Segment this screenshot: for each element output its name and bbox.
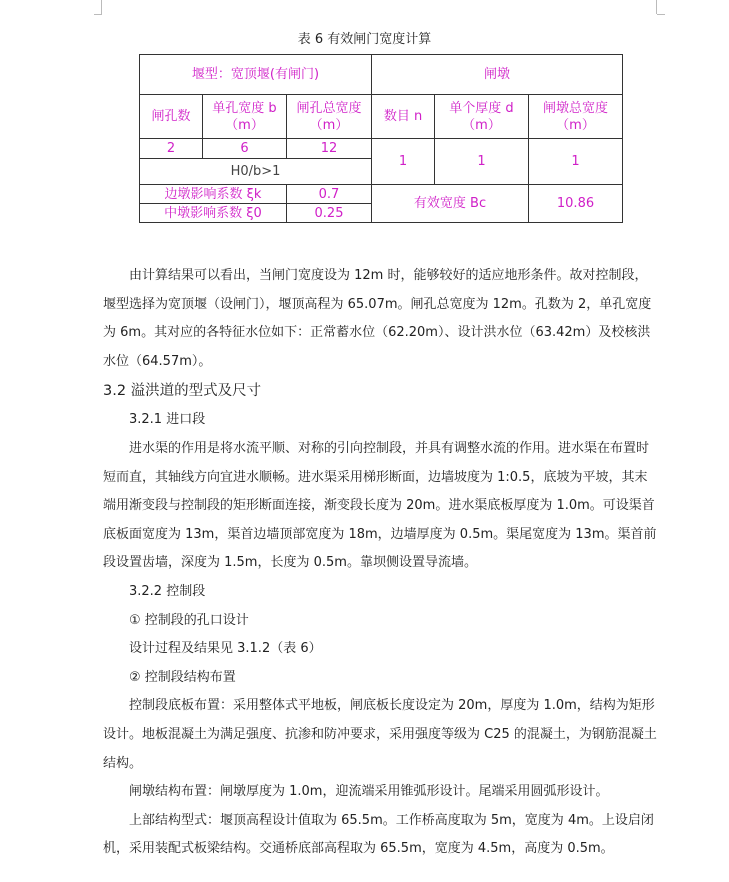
list-item-orifice-design: ① 控制段的孔口设计 bbox=[129, 612, 249, 628]
subsection-heading-3-2-2: 3.2.2 控制段 bbox=[129, 583, 206, 599]
header-count-n: 数目 n bbox=[372, 95, 435, 139]
section-heading-3-2: 3.2 溢洪道的型式及尺寸 bbox=[103, 383, 262, 400]
header-single-thickness: 单个厚度 d（m） bbox=[435, 95, 529, 139]
cell-gate-count: 2 bbox=[140, 139, 203, 159]
mid-pier-coef-label: 中墩影响系数 ξ0 bbox=[140, 204, 287, 223]
subsection-heading-3-2-1: 3.2.1 进口段 bbox=[129, 412, 206, 428]
page-corner-mark-right bbox=[656, 0, 657, 14]
header-total-width: 闸孔总宽度（m） bbox=[287, 95, 372, 139]
paragraph-result: 由计算结果可以看出，当闸门宽度设为 12m 时，能够较好的适应地形条件。故对控制段，堰型选择为宽顶堰（设闸门），堰顶高程为 65.07m。闸孔总宽度为 12m。孔数为 2，单孔宽度为 6m。其对应的各特征水位如下：正常蓄水位（62.20m）、设计洪水位（63.42m）及校核洪水位（64.57m）。 bbox=[103, 268, 652, 369]
header-pier-total-width: 闸墩总宽度（m） bbox=[529, 95, 623, 139]
cell-condition: H0/b>1 bbox=[140, 159, 372, 185]
paragraph-inlet: 进水渠的作用是将水流平顺、对称的引向控制段，并具有调整水流的作用。进水渠在布置时短而直，其轴线方向宜进水顺畅。进水渠采用梯形断面，边墙坡度为 1:0.5，底坡为平坡，其末端用渐变段与控制段的矩形断面连接，渐变段长度为 20m。进水渠底板厚度为 1.0m。可设渠首底板面宽度为 13m，渠首边墙顶部宽度为 18m，边墙厚度为 0.5m。渠尾宽度为 13m。渠首前段设置齿墙，深度为 1.5m，长度为 0.5m。靠坝侧设置导流墙。 bbox=[103, 440, 657, 571]
paragraph-superstructure: 上部结构型式：堰顶高程设计值取为 65.5m。工作桥高度取为 5m，宽度为 4m。上设启闭机，采用装配式板梁结构。交通桥底部高程取为 65.5m，宽度为 4.5m，高度为 0.5m。 bbox=[103, 812, 654, 857]
cell-count-n: 1 bbox=[372, 139, 435, 185]
edge-pier-coef-label: 边墩影响系数 ξk bbox=[140, 185, 287, 204]
effective-width-value: 10.86 bbox=[529, 185, 623, 223]
weir-type-header: 堰型：宽顶堰(有闸门) bbox=[140, 55, 372, 95]
document-body bbox=[103, 262, 658, 864]
cell-pier-total: 1 bbox=[529, 139, 623, 185]
page-corner-mark-right-h bbox=[657, 14, 665, 15]
effective-gate-width-table bbox=[139, 54, 623, 223]
pier-header: 闸墩 bbox=[372, 55, 623, 95]
header-single-width: 单孔宽度 b（m） bbox=[203, 95, 287, 139]
paragraph-design-ref: 设计过程及结果见 3.1.2（表 6） bbox=[129, 641, 322, 657]
page-corner-mark-left-h bbox=[94, 14, 102, 15]
page-corner-mark-left bbox=[101, 0, 102, 14]
cell-thickness: 1 bbox=[435, 139, 529, 185]
edge-pier-coef-value: 0.7 bbox=[287, 185, 372, 204]
mid-pier-coef-value: 0.25 bbox=[287, 204, 372, 223]
table-caption: 表 6 有效闸门宽度计算 bbox=[297, 32, 432, 47]
paragraph-floor-slab: 控制段底板布置：采用整体式平地板，闸底板长度设定为 20m，厚度为 1.0m，结构为矩形设计。地板混凝土为满足强度、抗渗和防冲要求，采用强度等级为 C25 的混凝土，为钢筋混凝土结构。 bbox=[103, 698, 657, 771]
cell-single-width: 6 bbox=[203, 139, 287, 159]
list-item-structure-layout: ② 控制段结构布置 bbox=[129, 669, 236, 685]
cell-total-width: 12 bbox=[287, 139, 372, 159]
header-gate-count: 闸孔数 bbox=[140, 95, 203, 139]
paragraph-pier-structure: 闸墩结构布置：闸墩厚度为 1.0m，迎流端采用锥弧形设计。尾端采用圆弧形设计。 bbox=[129, 784, 609, 800]
effective-width-label: 有效宽度 Bc bbox=[372, 185, 529, 223]
